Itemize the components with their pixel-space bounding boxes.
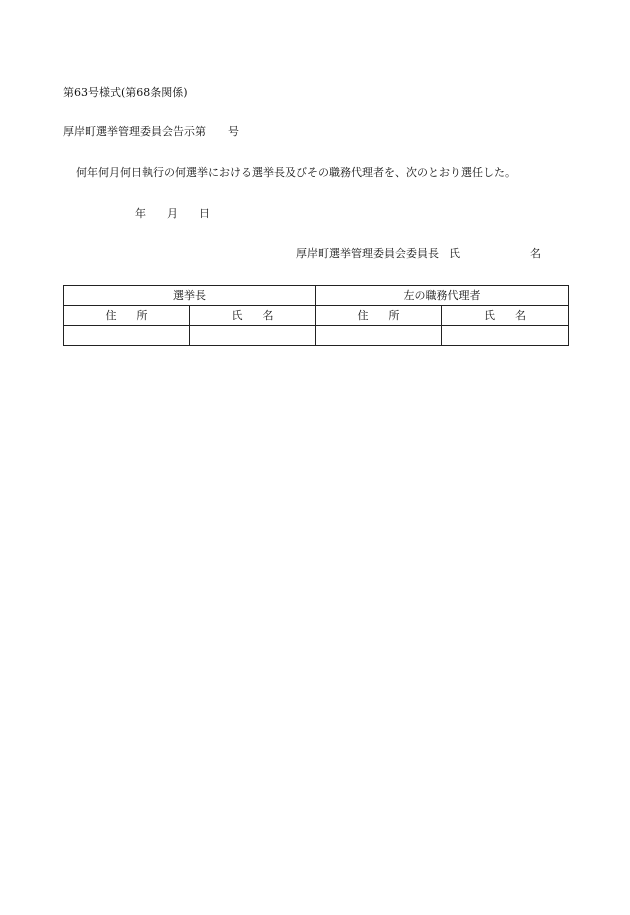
- table-column-header-row: [64, 306, 569, 326]
- column-header-deputy-name: [442, 306, 569, 326]
- column-header-chief-address: [64, 306, 190, 326]
- column-header-second-char: 名: [262, 308, 274, 322]
- column-header-deputy-address: [316, 306, 442, 326]
- column-header-second-char: 所: [136, 308, 148, 322]
- table-cell: [316, 326, 442, 346]
- column-header-first-char: 住: [357, 308, 369, 322]
- date-line: [135, 207, 210, 221]
- column-header-first-char: 住: [105, 308, 117, 322]
- column-header-second-char: 名: [515, 308, 526, 322]
- table-group-header-row: [64, 286, 569, 306]
- date-day-label: 日: [199, 207, 210, 220]
- column-header-second-char: 所: [388, 308, 400, 322]
- signature-name-second: 名: [530, 247, 541, 260]
- header-election-chief: 選挙長: [64, 286, 316, 306]
- date-year-label: 年: [135, 207, 146, 220]
- signature-title: 厚岸町選挙管理委員会委員長: [296, 247, 439, 260]
- date-month-label: 月: [167, 207, 178, 220]
- table-cell: [64, 326, 190, 346]
- notice-body-text: 何年何月何日執行の何選挙における選挙長及びその職務代理者を、次のとおり選任した。: [76, 166, 516, 179]
- signature-line: [296, 247, 541, 261]
- signature-name-first: 氏: [449, 247, 460, 260]
- notice-title: [63, 125, 239, 139]
- column-header-first-char: 氏: [484, 308, 495, 322]
- header-deputy: 左の職務代理者: [316, 286, 569, 306]
- form-number: 第63号様式(第68条関係): [63, 86, 188, 99]
- appointment-table: [63, 285, 569, 346]
- notice-title-suffix: 号: [228, 125, 239, 138]
- table-row: [64, 326, 569, 346]
- table-cell: [442, 326, 569, 346]
- notice-title-prefix: 厚岸町選挙管理委員会告示第: [63, 125, 206, 138]
- table-cell: [190, 326, 316, 346]
- column-header-chief-name: [190, 306, 316, 326]
- column-header-first-char: 氏: [231, 308, 243, 322]
